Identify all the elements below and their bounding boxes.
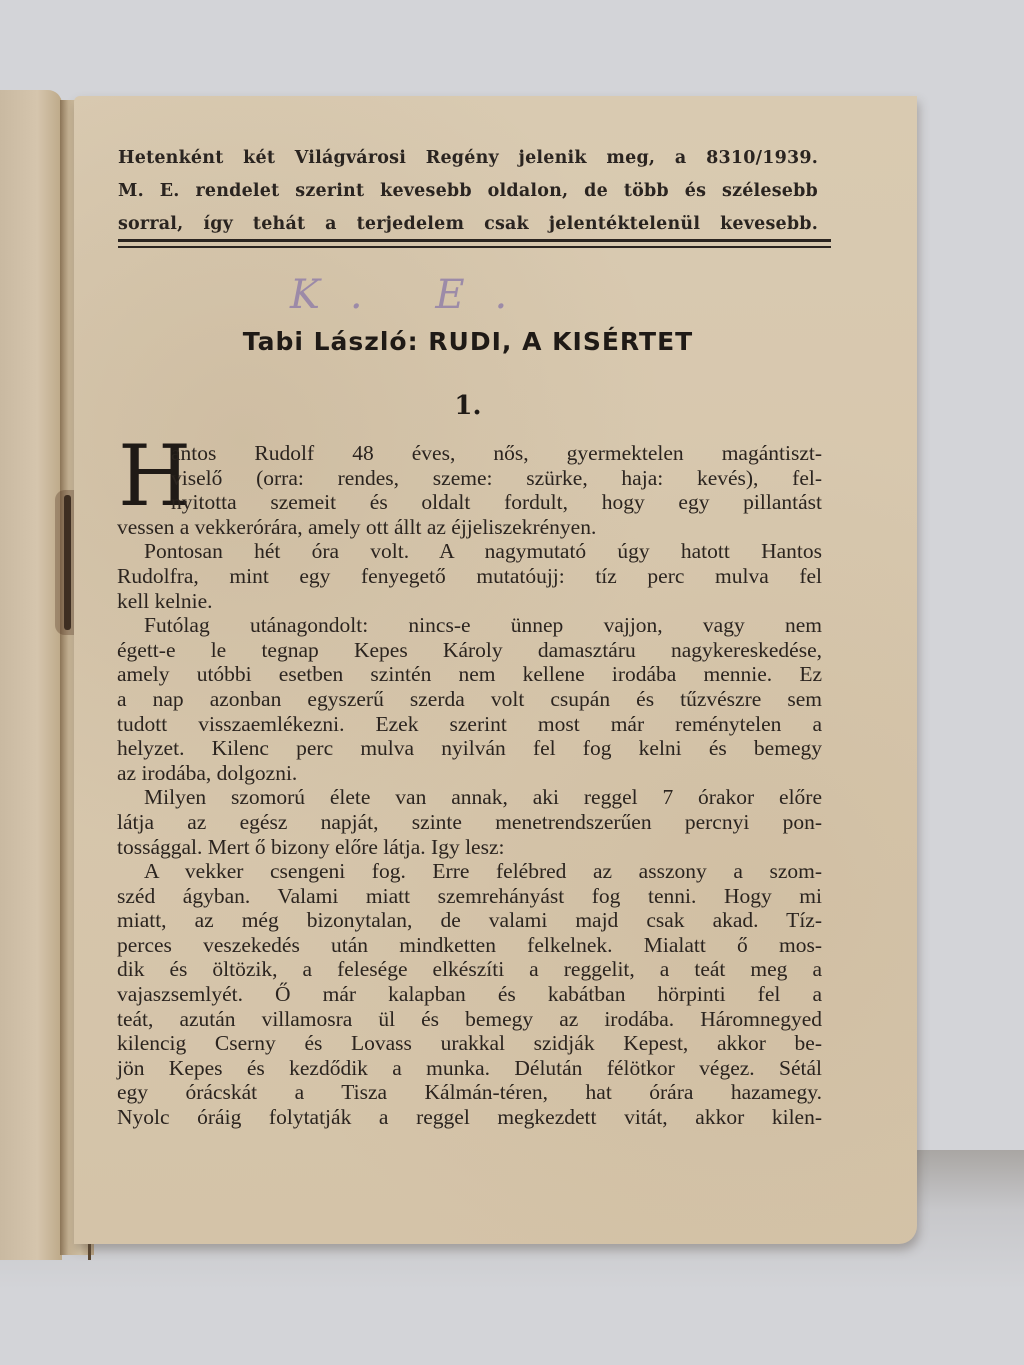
divider-rule	[118, 246, 831, 248]
text-line: teát, azután villamosra ül és bemegy az irodába. Háromnegyed	[117, 1006, 822, 1031]
divider-rule	[118, 239, 831, 242]
story-body	[117, 441, 822, 1130]
notice-line: Hetenként két Világvárosi Regény jelenik meg, a 8310/1939.	[118, 148, 818, 168]
publication-notice	[118, 142, 818, 241]
text-line: vajaszsemlyét. Ő már kalapban és kabátban hörpinti fel a	[117, 982, 822, 1007]
left-page-edge	[0, 90, 62, 1260]
text-line: miatt, az még bizonytalan, de valami majd csak akad. Tíz-	[117, 908, 822, 933]
notice-line: M. E. rendelet szerint kevesebb oldalon, de több és szélesebb	[118, 181, 818, 201]
staple-icon	[64, 495, 71, 630]
text-line: égett-e le tegnap Kepes Károly damasztáru nagykereskedése,	[117, 637, 822, 662]
text-line: nyitotta szemeit és oldalt fordult, hogy egy pillantást	[171, 490, 822, 515]
text-line: Nyolc óráig folytatják a reggel megkezdett vitát, akkor kilen-	[117, 1105, 822, 1130]
text-line: az irodába, dolgozni.	[117, 760, 298, 785]
chapter-number: 1.	[454, 391, 482, 421]
text-line: egy órácskát a Tisza Kálmán-téren, hat órára hazamegy.	[117, 1080, 822, 1105]
text-line: kilencig Cserny és Lovass urakkal szidják Kepest, akkor be-	[117, 1031, 822, 1056]
text-line: jön Kepes és kezdődik a munka. Délután félötkor végez. Sétál	[117, 1055, 822, 1080]
text-line: Rudolfra, mint egy fenyegető mutatóujj: tíz perc mulva fel	[117, 563, 822, 588]
text-line: helyzet. Kilenc perc mulva nyilván fel fog kelni és bemegy	[117, 736, 822, 761]
text-line: tossággal. Mert ő bizony előre látja. Igy lesz:	[117, 834, 505, 859]
text-line: amely utóbbi esetben szintén nem kellene irodába mennie. Ez	[117, 662, 822, 687]
text-line: Futólag utánagondolt: nincs-e ünnep vajjon, vagy nem	[144, 613, 822, 638]
text-line: vessen a vekkerórára, amely ott állt az éjjeliszekrényen.	[117, 514, 597, 539]
handwritten-initials: K. E.	[290, 272, 538, 318]
text-line: antos Rudolf 48 éves, nős, gyermektelen magántiszt-	[171, 441, 822, 465]
text-line: dik és öltözik, a felesége elkészíti a reggelit, a teát meg a	[117, 957, 822, 982]
text-line: látja az egész napját, szinte menetrendszerűen percnyi pon-	[117, 809, 822, 834]
text-line: széd ágyban. Valami miatt szemrehányást fog tenni. Hogy mi	[117, 883, 822, 908]
story-title: Tabi László: RUDI, A KISÉRTET	[242, 327, 694, 356]
text-line: A vekker csengeni fog. Erre felébred az asszony a szom-	[144, 859, 822, 884]
text-line: a nap azonban egyszerű szerda volt csupán és tűzvészre sem	[117, 686, 822, 711]
text-line: Milyen szomorú élete van annak, aki reggel 7 órakor előre	[144, 785, 822, 810]
notice-line: sorral, így tehát a terjedelem csak jelentéktelenül kevesebb.	[118, 214, 818, 234]
text-line: viselő (orra: rendes, szeme: szürke, haja: kevés), fel-	[171, 465, 822, 490]
text-line: Pontosan hét óra volt. A nagymutató úgy hatott Hantos	[144, 539, 822, 564]
text-line: tudott visszaemlékezni. Ezek szerint most már reménytelen a	[117, 711, 822, 736]
text-line: kell kelnie.	[117, 588, 213, 613]
drop-cap: H	[118, 427, 192, 525]
text-line: perces veszekedés után mindketten felkelnek. Mialatt ő mos-	[117, 932, 822, 957]
